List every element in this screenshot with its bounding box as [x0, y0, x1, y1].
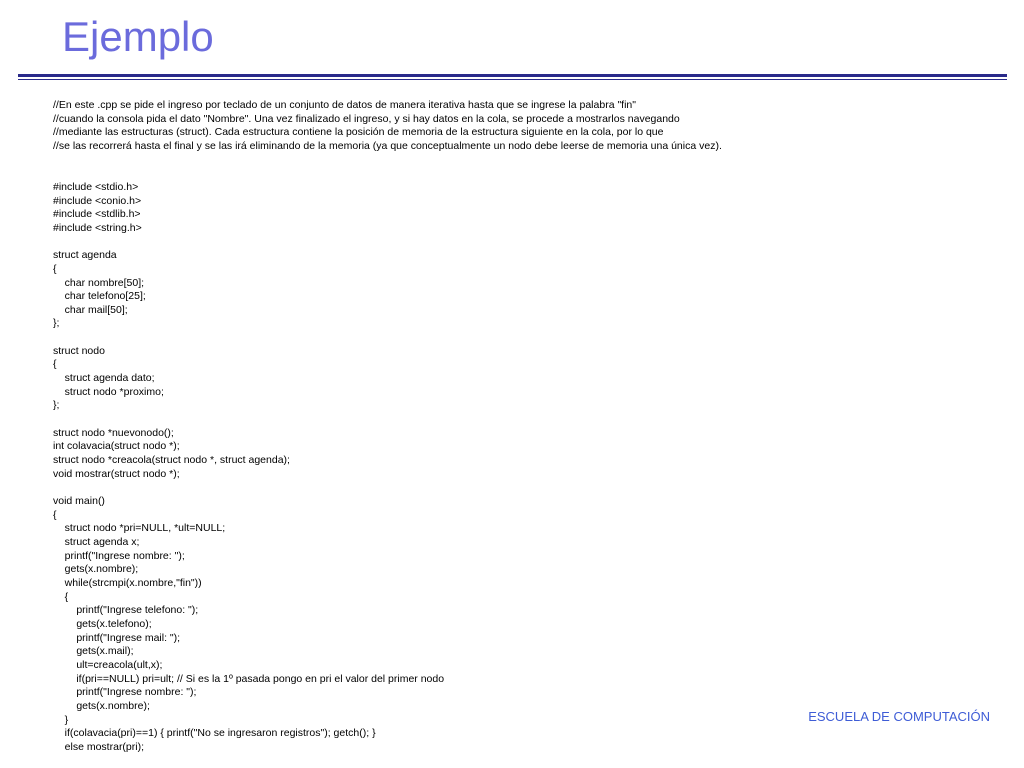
- slide-title: Ejemplo: [62, 13, 214, 60]
- code-listing: #include <stdio.h> #include <conio.h> #include <stdlib.h> #include <string.h> struct agenda { char nombre[50]; char telefono[25]; char mail[50]; }; struct nodo { struct agenda dato; struct nodo *proximo; }; struct nodo *nuevonodo(); int colavacia(struct nodo *); struct nodo *creacola(struct nodo *, struct agenda); void mostrar(struct nodo *); void main() { struct nodo *pri=NULL, *ult=NULL; struct agenda x; printf("Ingrese nombre: "); gets(x.nombre); while(strcmpi(x.nombre,"fin")) { printf("Ingrese telefono: "); gets(x.telefono); printf("Ingrese mail: "); gets(x.mail); ult=creacola(ult,x); if(pri==NULL) pri=ult; // Si es la 1º pasada pongo en pri el valor del primer nodo printf("Ingrese nombre: "); gets(x.nombre); } if(colavacia(pri)==1) { printf("No se ingresaron registros"); getch(); } else mostrar(pri);: [53, 180, 445, 753]
- spacer: [53, 154, 743, 181]
- comment-paragraph: //En este .cpp se pide el ingreso por teclado de un conjunto de datos de manera iterativa hasta que se ingrese la palabra "fin" //cuando la consola pida el dato "Nombre". Una vez finalizado el ingreso, y si hay datos en la cola, se procede a mostrarlos navegando //mediante las estructuras (struct). Cada estructura contiene la posición de memoria de la estructura siguiente en la cola, por lo que //se las recorrerá hasta el final y se las irá eliminando de la memoria (ya que conceptualmente un nodo debe leerse de memoria una única vez).: [53, 99, 722, 152]
- slide-body: [53, 99, 743, 754]
- title-divider-thin: [18, 79, 1007, 80]
- footer-school-name: ESCUELA DE COMPUTACIÓN: [808, 709, 990, 724]
- title-divider-thick: [18, 74, 1007, 77]
